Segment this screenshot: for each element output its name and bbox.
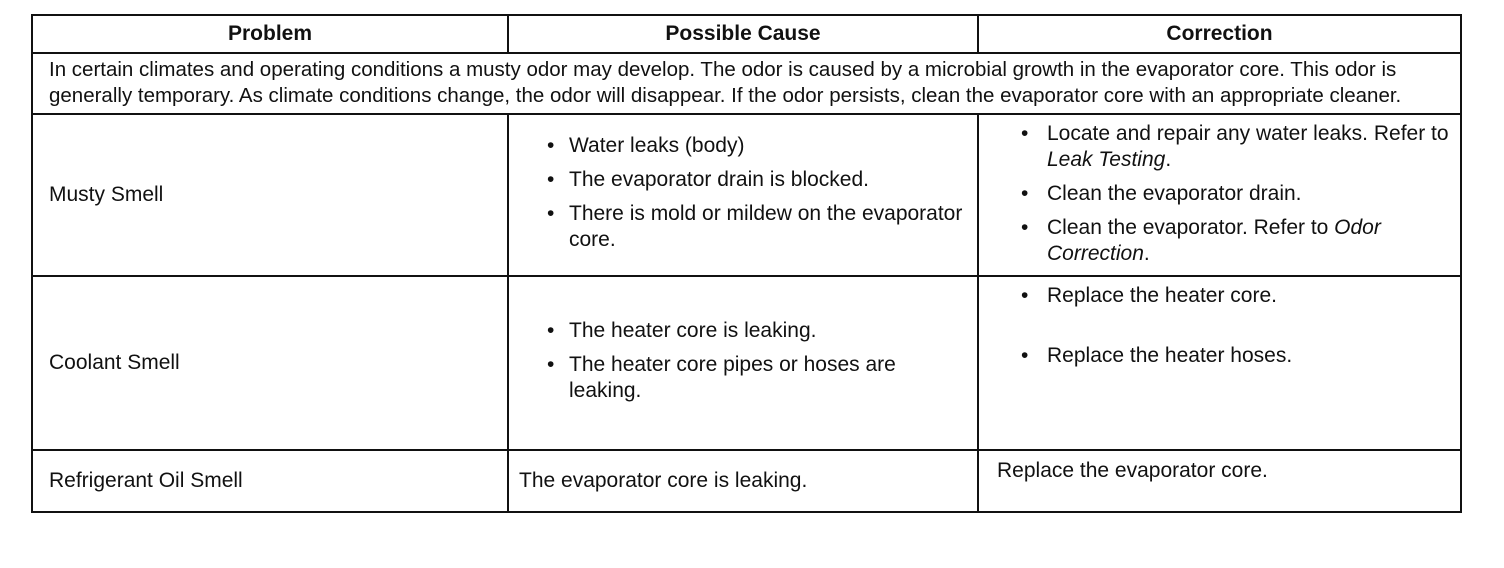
table-row <box>32 276 1461 450</box>
problem-cell: Musty Smell <box>32 114 508 276</box>
list-item: • Replace the heater core. <box>1021 284 1277 307</box>
list-item: • Water leaks (body) <box>547 134 745 157</box>
bullet-icon: • <box>547 353 555 376</box>
list-item: • There is mold or mildew on the evaporator core. <box>547 202 963 251</box>
cause-cell <box>508 276 978 450</box>
list-item: • The evaporator drain is blocked. <box>547 168 869 191</box>
bullet-icon: • <box>547 134 555 157</box>
header-correction: Correction <box>978 15 1461 53</box>
table-row <box>32 450 1461 512</box>
bullet-icon: • <box>1021 216 1029 239</box>
diagnosis-table <box>31 14 1462 513</box>
cause-list <box>535 318 967 404</box>
bullet-icon: • <box>547 168 555 191</box>
problem-cell: Refrigerant Oil Smell <box>32 450 508 512</box>
header-row <box>32 15 1461 53</box>
correction-cell <box>978 114 1461 276</box>
cause-cell: The evaporator core is leaking. <box>508 450 978 512</box>
list-item: • The heater core pipes or hoses are leaking. <box>547 353 896 402</box>
list-item: • Clean the evaporator. Refer to Odor Correction. <box>1021 216 1381 265</box>
header-problem: Problem <box>32 15 508 53</box>
list-item: • Clean the evaporator drain. <box>1021 182 1302 205</box>
intro-row <box>32 53 1461 114</box>
bullet-icon: • <box>1021 284 1029 307</box>
problem-cell: Coolant Smell <box>32 276 508 450</box>
correction-list <box>997 121 1452 267</box>
header-possible-cause: Possible Cause <box>508 15 978 53</box>
bullet-icon: • <box>1021 182 1029 205</box>
bullet-icon: • <box>1021 344 1029 367</box>
bullet-icon: • <box>547 202 555 225</box>
reference-link: Leak Testing <box>1047 148 1166 171</box>
list-item: • The heater core is leaking. <box>547 319 817 342</box>
bullet-icon: • <box>547 319 555 342</box>
cause-list <box>535 133 967 253</box>
correction-cell <box>978 276 1461 450</box>
list-item: • Locate and repair any water leaks. Refer to Leak Testing. <box>1021 122 1449 171</box>
cause-cell <box>508 114 978 276</box>
correction-cell: Replace the evaporator core. <box>978 450 1461 512</box>
bullet-icon: • <box>1021 122 1029 145</box>
correction-list <box>997 283 1452 369</box>
intro-text: In certain climates and operating conditions a musty odor may develop. The odor is caused by a microbial growth in the evaporator core. This odor is generally temporary. As climate conditions change, the odor will disappear. If the odor persists, clean the evaporator core with an appropriate cleaner. <box>32 53 1461 114</box>
list-item: • Replace the heater hoses. <box>1021 344 1293 367</box>
table-row <box>32 114 1461 276</box>
reference-link: Odor Correction <box>1047 216 1381 265</box>
